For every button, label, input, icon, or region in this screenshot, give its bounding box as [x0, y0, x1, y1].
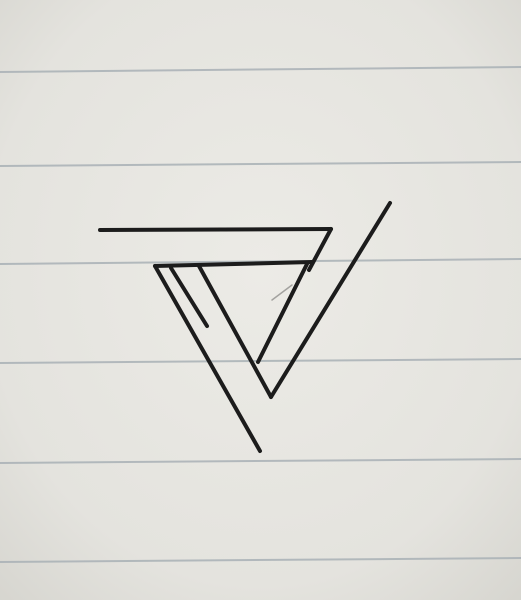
ink-stroke	[100, 229, 331, 230]
